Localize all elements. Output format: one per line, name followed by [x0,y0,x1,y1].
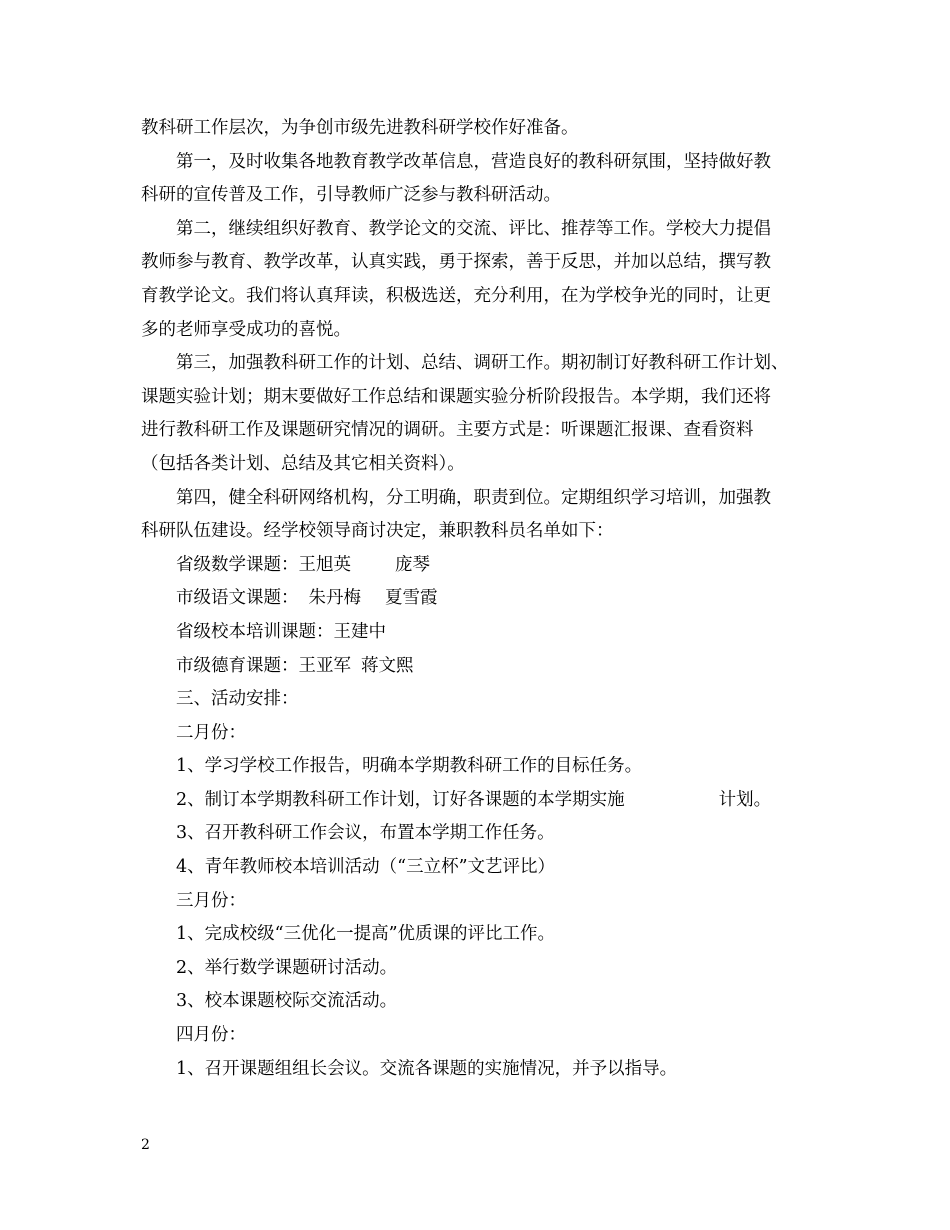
month-heading: 三月份： [176,890,246,911]
member-line [141,582,813,616]
member-name: 夏雪霞 [385,588,438,609]
schedule-item [141,784,813,818]
text-line: 进行教科研工作及课题研究情况的调研。主要方式是：听课题汇报课、查看资料 [141,420,754,441]
member-label: 省级数学课题：王旭英 [176,554,351,575]
text-line: 第四，健全科研网络机构，分工明确，职责到位。定期组织学习培训，加强教 [176,487,771,508]
text-line: 育教学论文。我们将认真拜读，积极选送，充分利用，在为学校争光的同时，让更 [141,285,771,306]
month-heading: 四月份： [176,1025,246,1046]
text-line: 科研的宣传普及工作，引导教师广泛参与教科研活动。 [141,185,561,206]
member-line [141,549,813,583]
member-name: 朱丹梅 [308,588,361,609]
schedule-item-text: 2、制订本学期教科研工作计划，订好各课题的本学期实施 [176,789,625,810]
member-label: 市级德育课题：王亚军 [176,655,351,676]
month-heading: 二月份： [176,722,246,743]
member-name: 庞琴 [395,554,430,575]
schedule-item: 1、召开课题组组长会议。交流各课题的实施情况，并予以指导。 [176,1058,678,1079]
section-heading: 三、活动安排： [176,689,299,710]
schedule-item: 2、举行数学课题研讨活动。 [176,957,398,978]
text-line: （包括各类计划、总结及其它相关资料）。 [141,453,465,474]
text-line: 课题实验计划；期末要做好工作总结和课题实验分析阶段报告。本学期，我们还将 [141,386,771,407]
text-line: 教师参与教育、教学改革，认真实践，勇于探索，善于反思，并加以总结，撰写教 [141,252,771,273]
member-line [141,616,813,650]
text-line: 第三，加强教科研工作的计划、总结、调研工作。期初制订好教科研工作计划、 [176,353,789,374]
text-line: 科研队伍建设。经学校领导商讨决定，兼职教科员名单如下： [141,521,614,542]
text-line: 第二，继续组织好教育、教学论文的交流、评比、推荐等工作。学校大力提倡 [176,218,771,239]
schedule-item: 3、召开教科研工作会议，布置本学期工作任务。 [176,823,555,844]
text-line: 第一，及时收集各地教育教学改革信息，营造良好的教科研氛围，坚持做好教 [176,151,771,172]
member-label: 市级语文课题： [176,588,299,609]
document-body [141,112,813,1086]
schedule-item-text: 计划。 [718,789,772,810]
member-name: 蒋文熙 [361,655,414,676]
page-number: 2 [141,1137,150,1153]
text-line: 教科研工作层次，为争创市级先进教科研学校作好准备。 [141,118,579,138]
schedule-item: 3、校本课题校际交流活动。 [176,991,398,1012]
text-line: 多的老师享受成功的喜悦。 [141,319,351,340]
schedule-item: 4、青年教师校本培训活动（“三立杯”文艺评比） [176,857,556,878]
schedule-item: 1、完成校级“三优化一提高”优质课的评比工作。 [176,924,556,945]
member-line [141,650,813,684]
schedule-item: 1、学习学校工作报告，明确本学期教科研工作的目标任务。 [176,756,643,777]
member-label: 省级校本培训课题：王建中 [176,621,386,642]
